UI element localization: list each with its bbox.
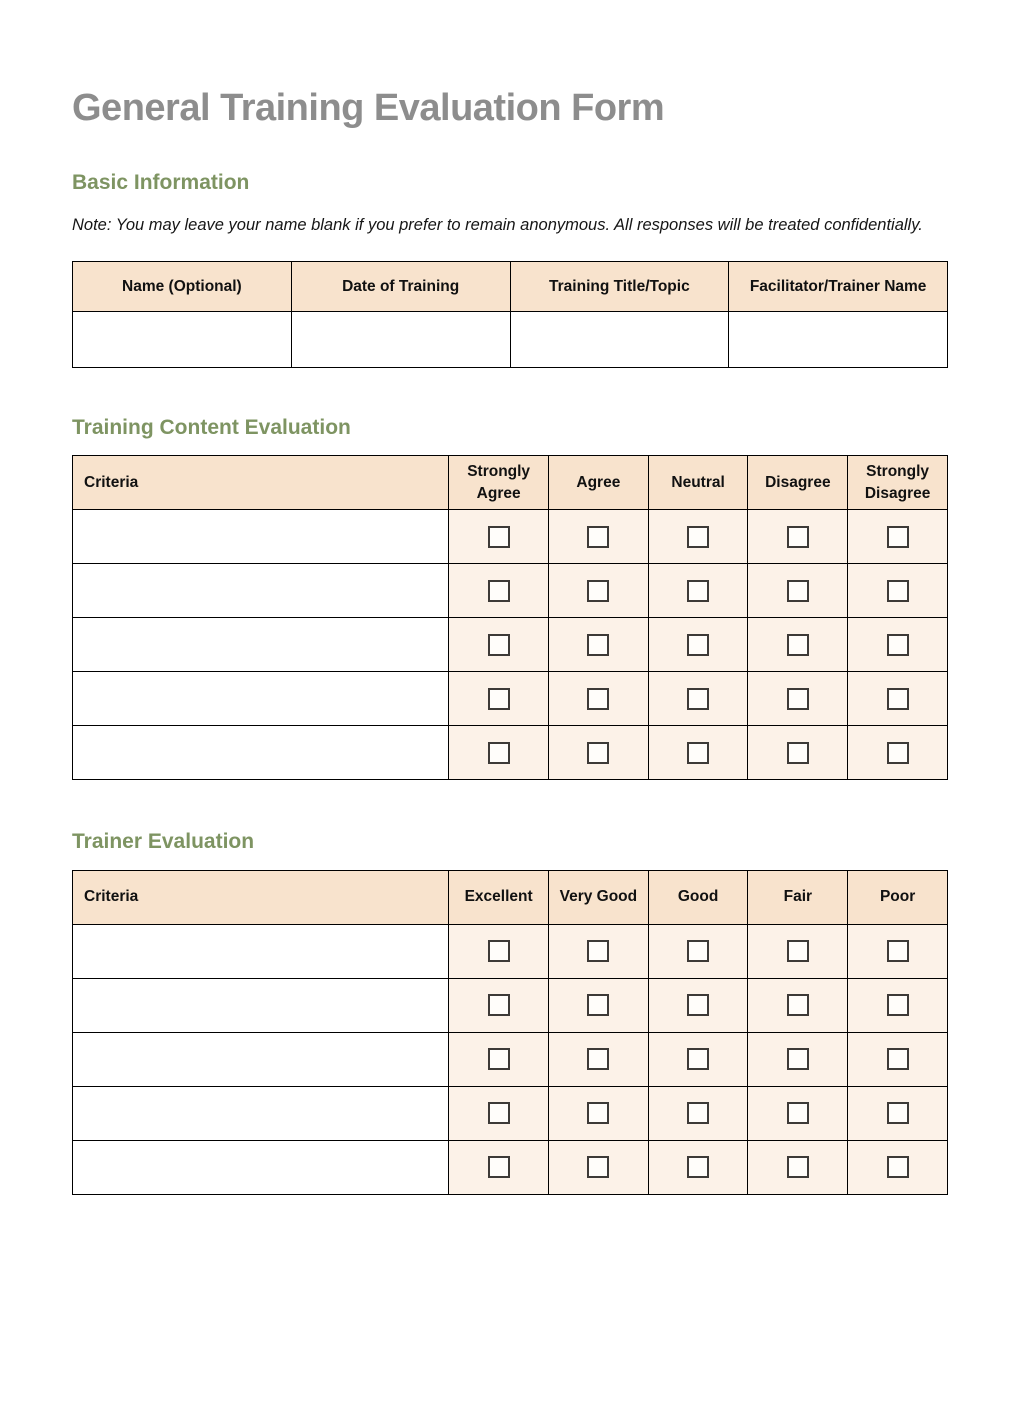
trainer_eval-row: [73, 924, 948, 978]
rating-cell: [549, 924, 649, 978]
rating-cell: [748, 1140, 848, 1194]
rating-cell: [449, 1140, 549, 1194]
rating-cell: [848, 618, 948, 672]
rating-cell: [549, 1086, 649, 1140]
rating-cell: [848, 1140, 948, 1194]
basic-info-column-header: Facilitator/Trainer Name: [729, 262, 948, 312]
rating-cell: [549, 510, 649, 564]
rating-checkbox[interactable]: [887, 1102, 909, 1124]
rating-cell: [449, 1086, 549, 1140]
rating-checkbox[interactable]: [787, 1102, 809, 1124]
rating-checkbox[interactable]: [687, 580, 709, 602]
rating-checkbox[interactable]: [488, 1102, 510, 1124]
criteria-column-header: Criteria: [73, 870, 449, 924]
rating-checkbox[interactable]: [687, 1102, 709, 1124]
trainer-evaluation-heading: Trainer Evaluation: [72, 830, 255, 854]
content_eval-header-row: [73, 456, 948, 510]
basic-info-entry-cell[interactable]: [510, 312, 729, 368]
rating-cell: [549, 564, 649, 618]
rating-checkbox[interactable]: [687, 526, 709, 548]
trainer_eval-row: [73, 1086, 948, 1140]
rating-cell: [449, 564, 549, 618]
basic-info-header-row: [73, 262, 948, 312]
basic-info-table: [72, 261, 948, 368]
rating-cell: [648, 1086, 748, 1140]
rating-cell: [549, 672, 649, 726]
criteria-cell[interactable]: [73, 1140, 449, 1194]
rating-checkbox[interactable]: [687, 742, 709, 764]
rating-option-header: Disagree: [748, 456, 848, 510]
rating-checkbox[interactable]: [587, 1156, 609, 1178]
rating-checkbox[interactable]: [488, 994, 510, 1016]
rating-option-header: Strongly Agree: [449, 456, 549, 510]
rating-cell: [449, 726, 549, 780]
page-title: General Training Evaluation Form: [72, 87, 665, 129]
rating-checkbox[interactable]: [787, 580, 809, 602]
rating-option-header: Fair: [748, 870, 848, 924]
rating-checkbox[interactable]: [587, 688, 609, 710]
criteria-cell[interactable]: [73, 726, 449, 780]
rating-cell: [848, 1086, 948, 1140]
rating-cell: [648, 726, 748, 780]
content_eval-row: [73, 726, 948, 780]
rating-checkbox[interactable]: [687, 1156, 709, 1178]
criteria-cell[interactable]: [73, 672, 449, 726]
rating-cell: [549, 618, 649, 672]
rating-checkbox[interactable]: [488, 688, 510, 710]
rating-checkbox[interactable]: [687, 994, 709, 1016]
rating-checkbox[interactable]: [587, 580, 609, 602]
rating-cell: [748, 978, 848, 1032]
rating-cell: [848, 672, 948, 726]
criteria-cell[interactable]: [73, 978, 449, 1032]
rating-checkbox[interactable]: [587, 940, 609, 962]
rating-checkbox[interactable]: [587, 1102, 609, 1124]
rating-checkbox[interactable]: [687, 940, 709, 962]
rating-checkbox[interactable]: [887, 742, 909, 764]
rating-cell: [648, 510, 748, 564]
rating-checkbox[interactable]: [488, 940, 510, 962]
rating-cell: [648, 564, 748, 618]
rating-cell: [449, 510, 549, 564]
training-content-evaluation-heading: Training Content Evaluation: [72, 416, 351, 440]
rating-checkbox[interactable]: [787, 1156, 809, 1178]
basic-info-column-header: Training Title/Topic: [510, 262, 729, 312]
rating-option-header: Excellent: [449, 870, 549, 924]
rating-checkbox[interactable]: [587, 742, 609, 764]
criteria-cell[interactable]: [73, 564, 449, 618]
rating-cell: [748, 618, 848, 672]
rating-cell: [449, 1032, 549, 1086]
rating-cell: [848, 510, 948, 564]
training-content-evaluation-table: [72, 455, 948, 780]
rating-checkbox[interactable]: [887, 688, 909, 710]
rating-cell: [748, 510, 848, 564]
rating-checkbox[interactable]: [687, 634, 709, 656]
rating-checkbox[interactable]: [488, 580, 510, 602]
basic-info-entry-cell[interactable]: [291, 312, 510, 368]
rating-option-header: Strongly Disagree: [848, 456, 948, 510]
criteria-cell[interactable]: [73, 510, 449, 564]
rating-option-header: Neutral: [648, 456, 748, 510]
trainer_eval-row: [73, 1140, 948, 1194]
basic-info-column-header: Name (Optional): [73, 262, 292, 312]
section-basic-information: [72, 170, 948, 369]
section-trainer-evaluation: [72, 829, 948, 1194]
rating-checkbox[interactable]: [887, 1156, 909, 1178]
rating-cell: [748, 672, 848, 726]
rating-option-header: Very Good: [549, 870, 649, 924]
rating-cell: [748, 1086, 848, 1140]
rating-cell: [748, 924, 848, 978]
rating-checkbox[interactable]: [488, 1048, 510, 1070]
rating-checkbox[interactable]: [787, 634, 809, 656]
rating-cell: [848, 978, 948, 1032]
basic-info-entry-cell[interactable]: [729, 312, 948, 368]
rating-cell: [549, 726, 649, 780]
rating-checkbox[interactable]: [587, 994, 609, 1016]
content_eval-row: [73, 510, 948, 564]
section-training-content-evaluation: [72, 415, 948, 780]
rating-checkbox[interactable]: [687, 688, 709, 710]
rating-checkbox[interactable]: [887, 634, 909, 656]
rating-cell: [648, 1140, 748, 1194]
rating-cell: [449, 924, 549, 978]
rating-checkbox[interactable]: [587, 526, 609, 548]
criteria-cell[interactable]: [73, 1032, 449, 1086]
criteria-cell[interactable]: [73, 1086, 449, 1140]
criteria-cell[interactable]: [73, 618, 449, 672]
content_eval-row: [73, 564, 948, 618]
rating-cell: [449, 672, 549, 726]
rating-checkbox[interactable]: [787, 742, 809, 764]
anonymity-note: Note: You may leave your name blank if you prefer to remain anonymous. All responses will be treated confidentially.: [72, 215, 923, 234]
rating-cell: [848, 726, 948, 780]
rating-checkbox[interactable]: [787, 1048, 809, 1070]
rating-checkbox[interactable]: [887, 580, 909, 602]
rating-cell: [848, 924, 948, 978]
trainer-evaluation-table: [72, 870, 948, 1195]
rating-cell: [648, 924, 748, 978]
rating-cell: [648, 978, 748, 1032]
rating-option-header: Agree: [549, 456, 649, 510]
rating-checkbox[interactable]: [887, 526, 909, 548]
rating-cell: [549, 978, 649, 1032]
rating-checkbox[interactable]: [587, 1048, 609, 1070]
rating-cell: [449, 618, 549, 672]
rating-checkbox[interactable]: [587, 634, 609, 656]
rating-checkbox[interactable]: [787, 994, 809, 1016]
rating-checkbox[interactable]: [787, 688, 809, 710]
rating-cell: [748, 1032, 848, 1086]
rating-checkbox[interactable]: [887, 994, 909, 1016]
trainer_eval-row: [73, 1032, 948, 1086]
rating-cell: [648, 1032, 748, 1086]
basic-info-entry-row: [73, 312, 948, 368]
rating-checkbox[interactable]: [488, 742, 510, 764]
basic-information-heading: Basic Information: [72, 170, 250, 194]
rating-checkbox[interactable]: [687, 1048, 709, 1070]
basic-info-entry-cell[interactable]: [73, 312, 292, 368]
rating-checkbox[interactable]: [887, 1048, 909, 1070]
rating-checkbox[interactable]: [488, 1156, 510, 1178]
rating-checkbox[interactable]: [488, 634, 510, 656]
trainer_eval-header-row: [73, 870, 948, 924]
criteria-column-header: Criteria: [73, 456, 449, 510]
rating-checkbox[interactable]: [887, 940, 909, 962]
rating-cell: [549, 1140, 649, 1194]
trainer_eval-row: [73, 978, 948, 1032]
rating-checkbox[interactable]: [787, 526, 809, 548]
criteria-cell[interactable]: [73, 924, 449, 978]
rating-checkbox[interactable]: [787, 940, 809, 962]
rating-cell: [449, 978, 549, 1032]
rating-checkbox[interactable]: [488, 526, 510, 548]
content_eval-row: [73, 618, 948, 672]
rating-cell: [748, 726, 848, 780]
content_eval-row: [73, 672, 948, 726]
rating-cell: [848, 1032, 948, 1086]
rating-option-header: Poor: [848, 870, 948, 924]
rating-option-header: Good: [648, 870, 748, 924]
rating-cell: [848, 564, 948, 618]
rating-cell: [549, 1032, 649, 1086]
rating-cell: [748, 564, 848, 618]
rating-cell: [648, 618, 748, 672]
rating-cell: [648, 672, 748, 726]
basic-info-column-header: Date of Training: [291, 262, 510, 312]
document-page: [0, 85, 1020, 1195]
